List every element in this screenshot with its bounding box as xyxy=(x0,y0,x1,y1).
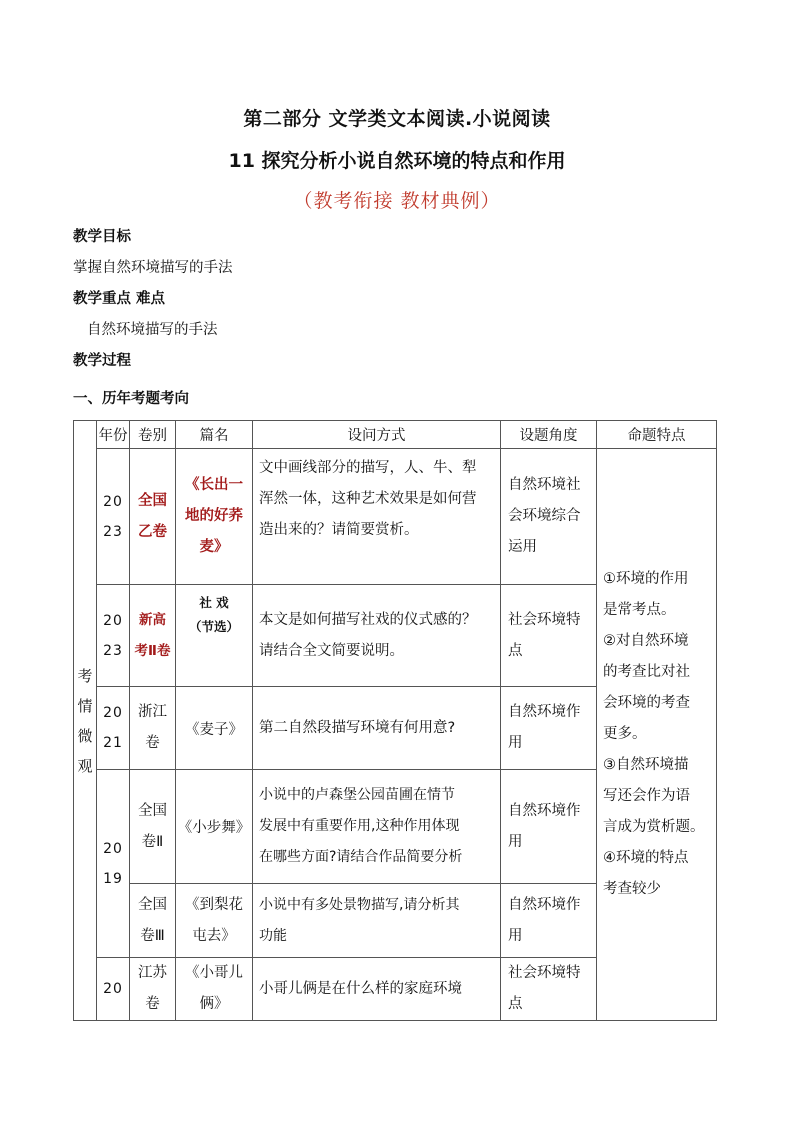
title-line: 麦》 xyxy=(199,539,229,555)
title-cell xyxy=(176,449,253,585)
juan-line: 全国 xyxy=(138,802,167,819)
question-line: 小说中有多处景物描写,请分析其 xyxy=(259,896,460,913)
side-char: 考 xyxy=(77,666,93,685)
juan-cell xyxy=(130,449,176,585)
title-line: （节选） xyxy=(188,619,239,634)
year-line: 21 xyxy=(103,735,123,751)
page-note: （教考衔接 教材典例） xyxy=(293,190,501,212)
angle-line: 自然环境作 xyxy=(508,802,581,819)
juan-line: 新高 xyxy=(139,611,166,628)
question-line: 小说中的卢森堡公园苗圃在情节 xyxy=(259,787,455,803)
header-title: 篇名 xyxy=(176,421,253,449)
juan-cell xyxy=(130,687,176,770)
question-cell xyxy=(253,884,501,958)
question-line: 发展中有重要作用,这种作用体现 xyxy=(259,818,460,834)
juan-cell xyxy=(130,585,176,687)
header-year: 年份 xyxy=(97,421,130,449)
angle-cell xyxy=(501,449,597,585)
angle-cell xyxy=(501,770,597,884)
question-line: 浑然一体，这种艺术效果是如何营 xyxy=(259,491,477,507)
angle-line: 自然环境作 xyxy=(508,896,581,913)
feature-line: ④环境的特点 xyxy=(603,850,689,866)
angle-line: 用 xyxy=(508,833,523,850)
year-line: 23 xyxy=(103,523,123,540)
header-angle: 设题角度 xyxy=(501,421,597,449)
question-line: 造出来的？请简要赏析。 xyxy=(259,522,419,538)
juan-line: 卷Ⅲ xyxy=(140,927,165,944)
feature-line: 写还会作为语 xyxy=(603,788,690,804)
header-juan: 卷别 xyxy=(130,421,176,449)
feature-line: ②对自然环境 xyxy=(603,633,689,649)
juan-line: 全国 xyxy=(138,492,167,509)
juan-line: 江苏 xyxy=(138,965,167,981)
feature-line: 的考查比对社 xyxy=(603,664,690,680)
header-feature: 命题特点 xyxy=(597,421,717,449)
title-line: 俩》 xyxy=(199,996,229,1012)
title-line: 《小步舞》 xyxy=(177,820,251,836)
title-line: 社 戏 xyxy=(199,595,229,610)
feature-line: ①环境的作用 xyxy=(603,571,689,587)
title-cell xyxy=(176,687,253,770)
juan-cell xyxy=(130,958,176,1021)
page-title: 第二部分 文学类文本阅读.小说阅读 xyxy=(243,108,551,130)
question-line: 请结合全文简要说明。 xyxy=(259,642,404,659)
question-line: 小哥儿俩是在什么样的家庭环境 xyxy=(259,980,462,997)
side-label-cell xyxy=(74,421,97,1021)
title-line: 屯去》 xyxy=(192,927,236,944)
year-line: 19 xyxy=(103,870,123,887)
angle-line: 社会环境特 xyxy=(508,611,581,628)
angle-line: 社会环境特 xyxy=(508,965,581,981)
title-line: 《到梨花 xyxy=(185,896,243,913)
year-cell xyxy=(97,687,130,770)
feature-line: ③自然环境描 xyxy=(603,757,689,773)
angle-cell xyxy=(501,884,597,958)
title-line: 《长出一 xyxy=(185,477,243,493)
angle-line: 用 xyxy=(508,735,523,751)
process-label: 教学过程 xyxy=(73,353,131,369)
title-line: 地的好荞 xyxy=(185,508,243,524)
key-label: 教学重点 难点 xyxy=(73,291,166,307)
juan-line: 全国 xyxy=(138,896,167,913)
header-question: 设问方式 xyxy=(253,421,501,449)
title-cell xyxy=(176,770,253,884)
question-cell xyxy=(253,958,501,1021)
table-header-row xyxy=(74,421,717,449)
angle-line: 运用 xyxy=(508,539,537,555)
question-cell xyxy=(253,585,501,687)
angle-line: 自然环境作 xyxy=(508,704,581,720)
year-line: 20 xyxy=(103,493,123,510)
year-cell xyxy=(97,770,130,958)
title-line: 《小哥儿 xyxy=(185,965,243,981)
page-subtitle: 11 探究分析小说自然环境的特点和作用 xyxy=(228,150,566,172)
question-line: 本文是如何描写社戏的仪式感的？ xyxy=(259,611,477,628)
angle-line: 会环境综合 xyxy=(508,508,581,524)
angle-cell xyxy=(501,687,597,770)
juan-cell xyxy=(130,884,176,958)
year-line: 23 xyxy=(103,642,123,659)
question-cell xyxy=(253,770,501,884)
juan-cell xyxy=(130,770,176,884)
goal-text: 掌握自然环境描写的手法 xyxy=(73,260,233,276)
feature-cell xyxy=(597,449,717,1021)
table-row xyxy=(74,449,717,585)
question-line: 功能 xyxy=(259,927,287,944)
feature-line: 言成为赏析题。 xyxy=(603,819,705,835)
year-line: 20 xyxy=(103,840,123,857)
angle-line: 点 xyxy=(508,642,523,659)
title-cell xyxy=(176,585,253,687)
side-char: 观 xyxy=(77,756,93,775)
side-char: 情 xyxy=(77,696,93,715)
feature-line: 更多。 xyxy=(603,726,647,742)
angle-cell xyxy=(501,958,597,1021)
feature-line: 会环境的考查 xyxy=(603,695,690,711)
question-line: 第二自然段描写环境有何用意? xyxy=(259,719,456,736)
question-line: 文中画线部分的描写，人、牛、犁 xyxy=(259,460,477,476)
juan-line: 乙卷 xyxy=(138,523,167,540)
title-line: 《麦子》 xyxy=(185,721,243,738)
exam-trend-table xyxy=(73,420,717,1021)
feature-line: 是常考点。 xyxy=(603,602,676,618)
year-cell xyxy=(97,585,130,687)
juan-line: 浙江 xyxy=(138,704,167,720)
year-line: 20 xyxy=(103,981,123,997)
question-cell xyxy=(253,687,501,770)
angle-cell xyxy=(501,585,597,687)
juan-line: 卷 xyxy=(145,735,160,751)
question-line: 在哪些方面?请结合作品简要分析 xyxy=(259,849,463,865)
juan-line: 考Ⅱ卷 xyxy=(134,642,171,659)
key-text: 自然环境描写的手法 xyxy=(87,322,218,338)
goal-label: 教学目标 xyxy=(73,229,131,245)
juan-line: 卷 xyxy=(145,996,160,1012)
year-line: 20 xyxy=(103,612,123,629)
juan-line: 卷Ⅱ xyxy=(141,833,164,850)
feature-line: 考查较少 xyxy=(603,881,661,897)
side-char: 微 xyxy=(77,726,93,745)
angle-line: 点 xyxy=(508,996,523,1012)
year-cell xyxy=(97,449,130,585)
year-line: 20 xyxy=(103,705,123,721)
title-cell xyxy=(176,958,253,1021)
angle-line: 自然环境社 xyxy=(508,477,581,493)
year-cell xyxy=(97,958,130,1021)
angle-line: 用 xyxy=(508,927,523,944)
part1-label: 一、历年考题考向 xyxy=(73,391,189,407)
question-cell xyxy=(253,449,501,585)
title-cell xyxy=(176,884,253,958)
